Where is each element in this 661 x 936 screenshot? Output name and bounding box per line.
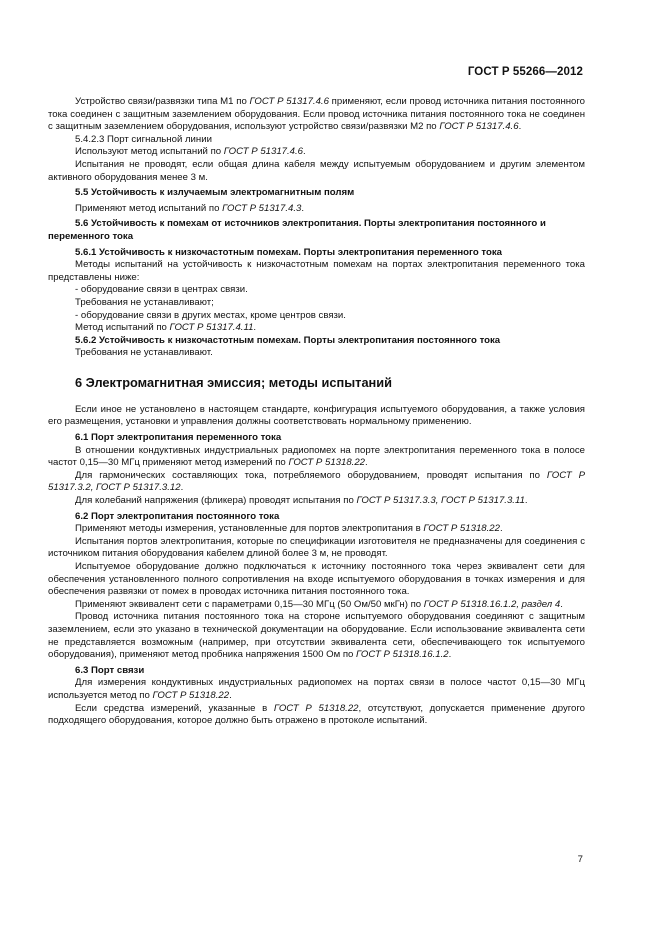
section-5-6-2-title: 5.6.2 Устойчивость к низкочастотным помехам. Порты электропитания постоянного тока <box>75 334 501 346</box>
document-header: ГОСТ Р 55266—2012 <box>467 66 583 78</box>
list-item: - оборудование связи в других местах, кроме центров связи. <box>75 309 346 321</box>
paragraph-dc-grounding: Провод источника питания постоянного тока на стороне испытуемого оборудования соединяют с защитным заземлением, если это указано в технической документации на оборудование. Если использование эквивалента сети не представляется возможным (например, при отсутствии эквивалента сети, обеспечивающего ток испытуемого оборудования), применяют метод пробника напряжения 1500 Ом по ГОСТ Р 51318.16.1.2. <box>48 611 585 661</box>
standard-reference: ГОСТ Р 51318.22 <box>288 457 366 469</box>
standard-reference: ГОСТ Р 51317.4.6 <box>249 96 329 107</box>
section-6-1-title: 6.1 Порт электропитания переменного тока <box>75 432 282 444</box>
standard-reference: ГОСТ Р 51317.4.6 <box>439 121 519 133</box>
standard-reference: ГОСТ Р 51317.4.11 <box>169 322 254 334</box>
document-body <box>48 96 585 728</box>
standard-reference: ГОСТ Р 51317.3.2 <box>48 469 585 494</box>
list-item: - оборудование связи в центрах связи. <box>75 284 248 296</box>
standard-reference: ГОСТ Р 51318.22 <box>423 523 500 535</box>
standard-reference: ГОСТ Р 51317.4.3 <box>222 202 302 214</box>
page-number: 7 <box>577 854 583 865</box>
paragraph-requirements: Требования не устанавливают. <box>75 347 213 359</box>
paragraph-alt-equipment: Если средства измерений, указанные в ГОСТ Р 51318.22, отсутствуют, допускается применение другого подходящего оборудования, которое должно быть отражено в протоколе испытаний. <box>48 702 585 727</box>
paragraph-dc-cable: Испытания портов электропитания, которые по спецификации изготовителя не предназначены для соединения с источником питания оборудования кабелем длиной более 3 м, не проводят. <box>48 535 585 560</box>
paragraph-method: Метод испытаний по ГОСТ Р 51317.4.11. <box>75 322 257 334</box>
standard-reference: ГОСТ Р 51318.22 <box>152 689 230 701</box>
paragraph-harmonics: Для гармонических составляющих тока, потребляемого оборудованием, проводят испытания по ГОСТ Р 51317.3.2, ГОСТ Р 51317.3.12. <box>48 469 585 494</box>
paragraph-method: Применяют метод испытаний по ГОСТ Р 51317.4.3. <box>75 202 305 214</box>
section-5-4-2-3-title: 5.4.2.3 Порт сигнальной линии <box>75 133 212 145</box>
standard-reference: ГОСТ Р 51317.3.11 <box>441 495 525 507</box>
standard-reference: ГОСТ Р 51317.3.3 <box>356 495 436 507</box>
paragraph-requirements: Требования не устанавливают; <box>75 296 214 308</box>
standard-reference: ГОСТ Р 51318.22 <box>273 702 359 714</box>
paragraph-method: Используют метод испытаний по ГОСТ Р 51317.4.6. <box>75 146 306 158</box>
section-5-6-title: 5.6 Устойчивость к помехам от источников электропитания. Порты электропитания постоянного и переменного тока <box>48 218 546 242</box>
paragraph-intro: Методы испытаний на устойчивость к низкочастотным помехам на портах электропитания переменного тока представлены ниже: <box>48 259 585 283</box>
paragraph-telecom-port: Для измерения кондуктивных индустриальных радиопомех на портах связи в полосе частот 0,15—30 МГц используется метод по ГОСТ Р 51318.22. <box>48 677 585 701</box>
section-6-title: 6 Электромагнитная эмиссия; методы испытаний <box>75 374 393 390</box>
standard-reference: ГОСТ Р 51318.16.1.2, раздел 4 <box>423 598 561 610</box>
standard-reference: ГОСТ Р 51317.3.12 <box>96 482 181 494</box>
standard-reference: ГОСТ Р 51318.16.1.2 <box>356 649 449 661</box>
paragraph-cable-length: Испытания не проводят, если общая длина кабеля между испытуемым оборудованием и другим элементом активного оборудования менее 3 м. <box>48 158 585 183</box>
section-6-3-title: 6.3 Порт связи <box>75 664 145 676</box>
section-5-5-title: 5.5 Устойчивость к излучаемым электромагнитным полям <box>75 187 355 199</box>
paragraph-dc-methods: Применяют методы измерения, установленные для портов электропитания в ГОСТ Р 51318.22. <box>75 523 503 535</box>
section-6-2-title: 6.2 Порт электропитания постоянного тока <box>75 510 280 522</box>
paragraph-intro: Если иное не установлено в настоящем стандарте, конфигурация испытуемого оборудования, а также условия его размещения, установки и управления должны соответствовать нормальному применению. <box>48 403 585 428</box>
paragraph-coupling-device: Устройство связи/развязки типа М1 по ГОСТ Р 51317.4.6 применяют, если провод источника питания постоянного тока соединен с защитным заземлением оборудования. Если провод источника питания постоянного тока не соединен с защитным заземлением оборудования, используют устройство связи/развязки М2 по ГОСТ Р 51317.4.6. <box>48 96 585 133</box>
paragraph-dc-equivalent: Применяют эквивалент сети с параметрами 0,15—30 МГц (50 Ом/50 мкГн) по ГОСТ Р 51318.16.1.2, раздел 4. <box>75 598 563 610</box>
paragraph-conducted-ac: В отношении кондуктивных индустриальных радиопомех на порте электропитания переменного тока в полосе частот 0,15—30 МГц применяют метод измерений по ГОСТ Р 51318.22. <box>48 444 585 469</box>
section-5-6-1-title: 5.6.1 Устойчивость к низкочастотным помехам. Порты электропитания переменного тока <box>75 246 502 258</box>
paragraph-flicker: Для колебаний напряжения (фликера) проводят испытания по ГОСТ Р 51317.3.3, ГОСТ Р 51317.3.11. <box>75 495 528 507</box>
standard-reference: ГОСТ Р 51317.4.6 <box>223 146 304 158</box>
paragraph-dc-network: Испытуемое оборудование должно подключаться к источнику постоянного тока через эквивалент сети для обеспечения установленного полного сопротивления на входе испытуемого оборудования в точках измерения и для обеспечения развязки от помех в проводах источника питания постоянного тока. <box>48 561 585 598</box>
